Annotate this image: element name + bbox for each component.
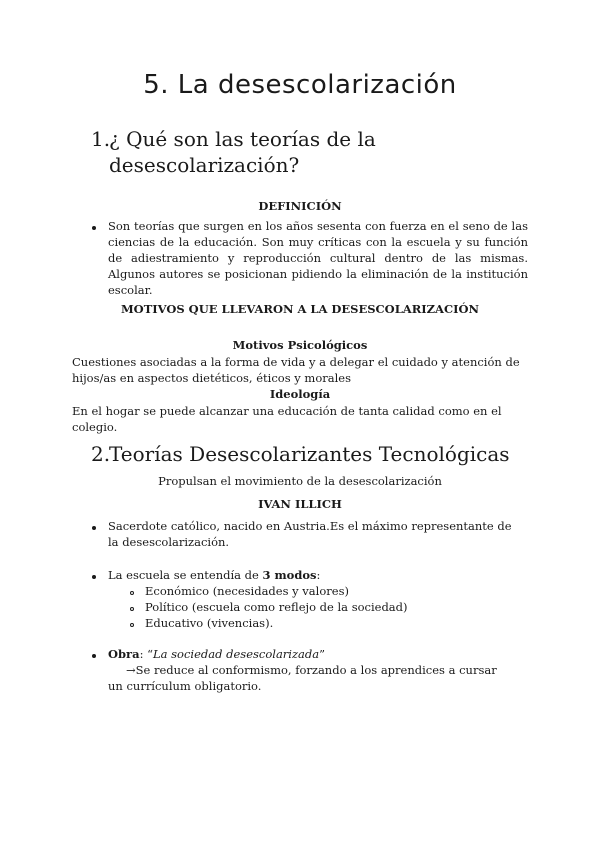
mode-item: Económico (necesidades y valores) (145, 584, 349, 598)
section-2-title: Teorías Desescolarizantes Tecnológicas (109, 442, 510, 466)
modes-prefix: La escuela se entendía de (108, 568, 263, 582)
sub-bullet-icon (130, 623, 134, 627)
section-1-heading (91, 126, 471, 182)
mode-item: Político (escuela como reflejo de la sociedad) (145, 600, 408, 614)
ideologia-text: En el hogar se puede alcanzar una educación de tanta calidad como en el colegio. (72, 404, 502, 434)
psico-heading: Motivos Psicológicos (232, 338, 368, 352)
section-1-number: 1. (91, 127, 111, 151)
obra-sep: : “ (139, 647, 153, 661)
sub-bullet-icon (130, 607, 134, 611)
obra-close: ” (319, 647, 326, 661)
modes-bold: 3 modos (262, 568, 317, 582)
bullet-icon (92, 654, 96, 658)
modes-intro (108, 567, 528, 583)
section-1-title: ¿ Qué son las teorías de la desescolarización? (109, 127, 376, 177)
obra-description: →Se reduce al conformismo, forzando a los aprendices a cursar un currículum obligatorio. (108, 663, 497, 693)
author-bio: Sacerdote católico, nacido en Austria.Es el máximo representante de la desescolarización. (108, 519, 512, 549)
bullet-icon (92, 226, 96, 230)
section-2-subtitle: Propulsan el movimiento de la desescolarización (158, 474, 442, 488)
bullet-icon (92, 526, 96, 530)
section-2-heading (91, 441, 511, 469)
mode-item: Educativo (vivencias). (145, 616, 274, 630)
author-heading: IVAN ILLICH (258, 497, 342, 511)
page-title: 5. La desescolarización (143, 70, 457, 100)
ideologia-heading: Ideología (269, 387, 331, 401)
motivos-heading: MOTIVOS QUE LLEVARON A LA DESESCOLARIZACIÓN (120, 302, 480, 316)
obra-title: La sociedad desescolarizada (153, 647, 320, 661)
definition-text: Son teorías que surgen en los años sesenta con fuerza en el seno de las ciencias de la educación. Son muy críticas con la escuela y su función de adiestramiento y reproducción cultural dentro de las mismas. Algunos autores se posicionan pidiendo la eliminación de la institución escolar. (108, 219, 528, 297)
bullet-icon (92, 575, 96, 579)
obra-label: Obra (108, 647, 140, 661)
section-2-number: 2. (91, 442, 111, 466)
definition-heading: DEFINICIÓN (258, 199, 342, 213)
psico-text: Cuestiones asociadas a la forma de vida y a delegar el cuidado y atención de hijos/as en aspectos dietéticos, éticos y morales (72, 355, 520, 385)
obra-line (108, 646, 528, 662)
sub-bullet-icon (130, 591, 134, 595)
modes-suffix: : (316, 568, 321, 582)
